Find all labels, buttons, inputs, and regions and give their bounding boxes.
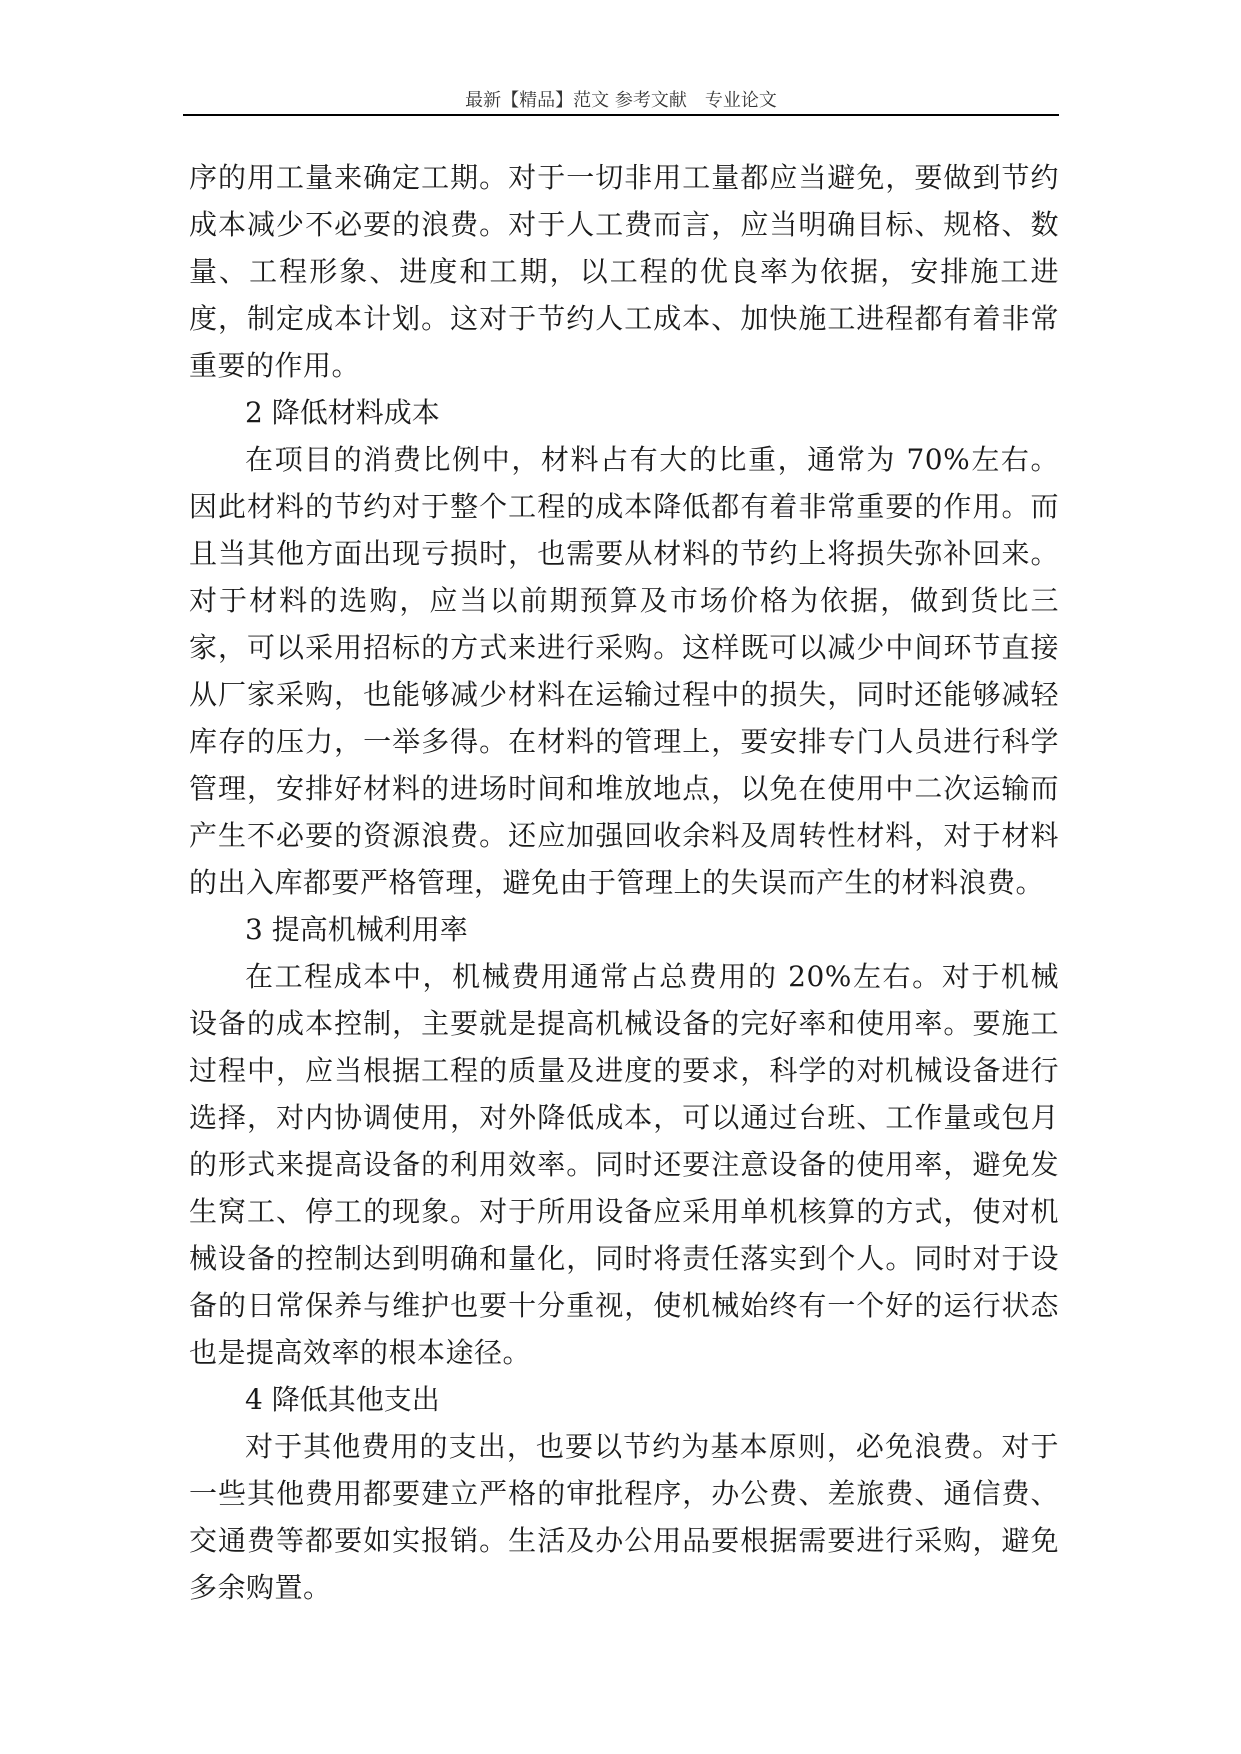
section-heading-material-cost: 2 降低材料成本 bbox=[245, 396, 440, 429]
section-heading-machinery: 3 提高机械利用率 bbox=[245, 913, 468, 946]
paragraph-material-cost: 在项目的消费比例中，材料占有大的比重，通常为 70%左右。因此材料的节约对于整个工程的成本降低都有着非常重要的作用。而且当其他方面出现亏损时，也需要从材料的节约上将损失弥补回来。对于材料的选购，应当以前期预算及市场价格为依据，做到货比三家，可以采用招标的方式来进行采购。这样既可以减少中间环节直接从厂家采购，也能够减少材料在运输过程中的损失，同时还能够减轻库存的压力，一举多得。在材料的管理上，要安排专门人员进行科学管理，安排好材料的进场时间和堆放地点，以免在使用中二次运输而产生不必要的资源浪费。还应加强回收余料及周转性材料，对于材料的出入库都要严格管理，避免由于管理上的失误而产生的材料浪费。 bbox=[189, 443, 1059, 899]
section-heading-other-expenses: 4 降低其他支出 bbox=[245, 1383, 440, 1416]
paragraph-machinery: 在工程成本中，机械费用通常占总费用的 20%左右。对于机械设备的成本控制，主要就是提高机械设备的完好率和使用率。要施工过程中，应当根据工程的质量及进度的要求，科学的对机械设备进行选择，对内协调使用，对外降低成本，可以通过台班、工作量或包月的形式来提高设备的利用效率。同时还要注意设备的使用率，避免发生窝工、停工的现象。对于所用设备应采用单机核算的方式，使对机械设备的控制达到明确和量化，同时将责任落实到个人。同时对于设备的日常保养与维护也要十分重视，使机械始终有一个好的运行状态也是提高效率的根本途径。 bbox=[189, 960, 1059, 1369]
document-body bbox=[189, 154, 1059, 1611]
header-divider bbox=[183, 114, 1059, 116]
paragraph-other-expenses: 对于其他费用的支出，也要以节约为基本原则，必免浪费。对于一些其他费用都要建立严格的审批程序，办公费、差旅费、通信费、交通费等都要如实报销。生活及办公用品要根据需要进行采购，避免多余购置。 bbox=[189, 1430, 1059, 1604]
page-header: 最新【精品】范文 参考文献 专业论文 bbox=[465, 90, 777, 111]
paragraph-labor-cost: 序的用工量来确定工期。对于一切非用工量都应当避免，要做到节约成本减少不必要的浪费。对于人工费而言，应当明确目标、规格、数量、工程形象、进度和工期，以工程的优良率为依据，安排施工进度，制定成本计划。这对于节约人工成本、加快施工进程都有着非常重要的作用。 bbox=[189, 161, 1059, 382]
